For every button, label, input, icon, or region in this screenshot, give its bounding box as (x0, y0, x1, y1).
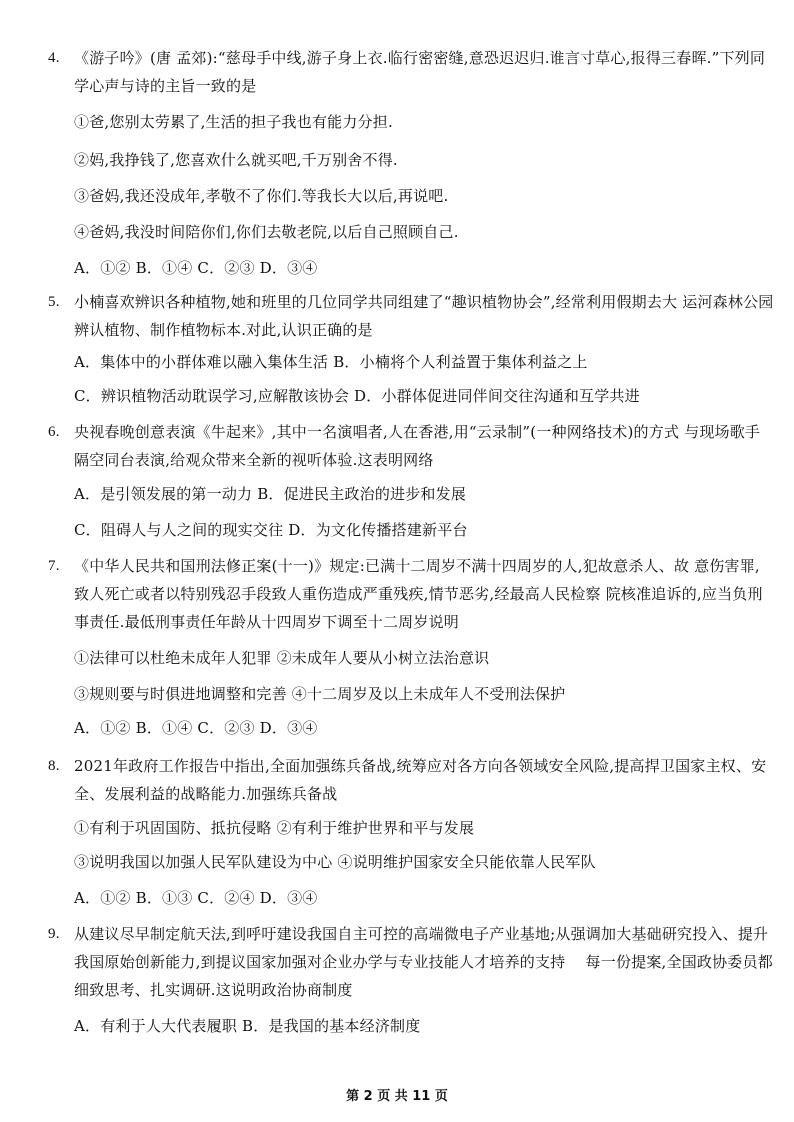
question-stem (48, 552, 774, 636)
question-text: 从建议尽早制定航天法,到呼吁建设我国自主可控的高端微电子产业基地;从强调加大基础研究投入、提升我国原始创新能力,到提议国家加强对企业办学与专业技能人才培养的支持 每一份提案,全国政协委员都细致思考、扎实调研.这说明政治协商制度 (74, 925, 773, 999)
question-text: 《游子吟》(唐 孟郊):“慈母手中线,游子身上衣.临行密密缝,意恐迟迟归.谁言寸草心,报得三春晖.”下列同学心声与诗的主旨一致的是 (74, 49, 766, 95)
answer-options: C．阻碍人与人之间的现实交往 D．为文化传播搭建新平台 (74, 521, 468, 539)
statement-line: ①爸,您别太劳累了,生活的担子我也有能力分担. (74, 113, 393, 131)
answer-options: A．集体中的小群体难以融入集体生活 B．小楠将个人利益置于集体利益之上 (74, 353, 588, 371)
question-4 (48, 44, 774, 100)
question-number: 4. (48, 50, 60, 66)
statement-line: ③说明我国以加强人民军队建设为中心 ④说明维护国家安全只能依靠人民军队 (74, 853, 596, 871)
question-text: 《中华人民共和国刑法修正案(十一)》规定:已满十二周岁不满十四周岁的人,犯故意杀人、故 意伤害罪,致人死亡或者以特别残忍手段致人重伤造成严重残疾,情节恶劣,经最高人民检察 院核准追诉的,应当负刑事责任.最低刑事责任年龄从十四周岁下调至十二周岁说明 (74, 557, 763, 631)
statement-line: ③爸妈,我还没成年,孝敬不了你们.等我长大以后,再说吧. (74, 187, 449, 205)
question-text: 小楠喜欢辨识各种植物,她和班里的几位同学共同组建了“趣识植物协会”,经常利用假期去大 运河森林公园辨认植物、制作植物标本.对此,认识正确的是 (74, 293, 774, 339)
statement-line: ①有利于巩固国防、抵抗侵略 ②有利于维护世界和平与发展 (74, 819, 475, 837)
question-number: 7. (48, 558, 60, 574)
question-stem (48, 418, 774, 474)
answer-options: A．是引领发展的第一动力 B．促进民主政治的进步和发展 (74, 485, 467, 503)
answer-options: A．①② B．①③ C．②④ D．③④ (74, 889, 318, 907)
question-6 (48, 418, 774, 474)
question-stem (48, 44, 774, 100)
question-number: 6. (48, 424, 60, 440)
question-number: 9. (48, 926, 60, 942)
question-9 (48, 920, 774, 1004)
answer-options: A．①② B．①④ C．②③ D．③④ (74, 719, 318, 737)
question-8 (48, 752, 774, 808)
question-number: 8. (48, 758, 60, 774)
question-stem (48, 288, 774, 344)
statement-line: ④爸妈,我没时间陪你们,你们去敬老院,以后自己照顾自己. (74, 223, 459, 241)
question-text: 央视春晚创意表演《牛起来》,其中一名演唱者,人在香港,用“云录制”(一种网络技术)的方式 与现场歌手隔空同台表演,给观众带来全新的视听体验.这表明网络 (74, 423, 761, 469)
answer-options: A．有利于人大代表履职 B．是我国的基本经济制度 (74, 1017, 421, 1035)
question-7 (48, 552, 774, 636)
statement-line: ②妈,我挣钱了,您喜欢什么就买吧,千万别舍不得. (74, 151, 398, 169)
page-footer: 第 2 页 共 11 页 (346, 1089, 448, 1104)
question-stem (48, 752, 774, 808)
answer-options: C．辨识植物活动耽误学习,应解散该协会 D．小群体促进同伴间交往沟通和互学共进 (74, 387, 640, 405)
question-text: 2021年政府工作报告中指出,全面加强练兵备战,统筹应对各方向各领域安全风险,提高捍卫国家主权、安全、发展利益的战略能力.加强练兵备战 (74, 757, 767, 803)
statement-line: ①法律可以杜绝未成年人犯罪 ②未成年人要从小树立法治意识 (74, 649, 490, 667)
question-number: 5. (48, 294, 60, 310)
question-stem (48, 920, 774, 1004)
statement-line: ③规则要与时俱进地调整和完善 ④十二周岁及以上未成年人不受刑法保护 (74, 685, 566, 703)
question-5 (48, 288, 774, 344)
answer-options: A．①② B．①④ C．②③ D．③④ (74, 259, 318, 277)
